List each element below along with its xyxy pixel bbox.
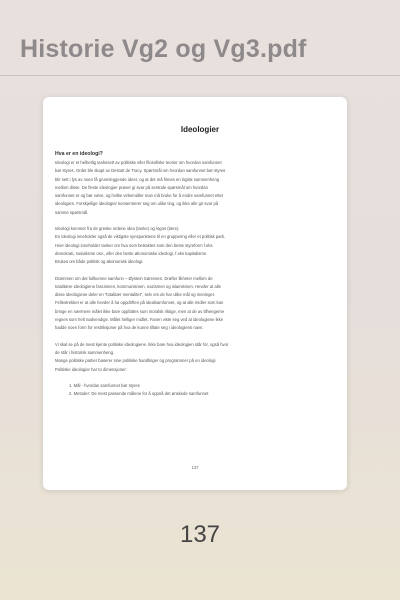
section-heading: Hva er en ideologi? xyxy=(55,151,103,157)
paragraph-line: Vi skal se på de mest kjente politiske ideologiene. Ikke bare hva ideologien står for, også hvor xyxy=(55,341,229,347)
paragraph-line: totalitære ideologiene fascismen, kommunismen, nazismen og islamismen. Hevder at alle xyxy=(55,283,221,289)
page-paragraph xyxy=(55,225,335,266)
paragraph-line: hadde noen form for restriksjoner på hva de kunne tillate seg i ideologiens navn. xyxy=(55,325,204,331)
paragraph-line: regnes som helt nødvendige. Målet helliger midlet. Fanen viste seg ved at ideologiene ikke xyxy=(55,317,224,323)
paragraph-line: En ideologi inneholder også de viktigste synspunktene til en gruppering eller et politisk parti. xyxy=(55,234,226,240)
paragraph-line: Brukes om både politisk og økonomisk ideologi. xyxy=(55,259,144,265)
document-title: Historie Vg2 og Vg3.pdf xyxy=(20,35,307,63)
page-paragraph xyxy=(55,341,335,374)
page-content xyxy=(55,125,335,398)
page-paragraphs xyxy=(55,159,335,374)
page-number-indicator: 137 xyxy=(179,521,221,548)
paragraph-line: Ideologi kommer fra de greske ordene idea (tanke) og logos (lære). xyxy=(55,226,180,232)
page-list xyxy=(55,382,335,399)
paragraph-line: Ideologi er et helhetlig tankesett av politiske eller filosofiske teorier om hvordan samfunnet xyxy=(55,160,222,165)
paragraph-line: bør styres. Ordet ble skapt av Destutt de Tracy. Spørsmål om hvordan samfunnet bør styres xyxy=(55,168,226,174)
paragraph-line: ideologien. Forskjellige ideologier konsentrerer seg om ulike ting, og ikke alle gir svar på xyxy=(55,201,219,207)
paragraph-line: mellom disse. De fleste ideologier prøver gi svar på sentrale spørsmål om hvordan xyxy=(55,184,208,190)
list-item: 1. Mål - hvordan samfunnet bør styres xyxy=(69,382,140,388)
paragraph-line: samme spørsmål. xyxy=(55,209,89,215)
paragraph-line: Hver ideologi inneholder tanker om hva som betraktes som den beste styreform f.eks xyxy=(55,242,213,248)
paragraph-line: samfunnet er og bør være, og hvilke virkemidler man må bruke for å endre samfunnet etter xyxy=(55,193,224,199)
paragraph-line: Mange politiske partier baserer sine politiske handlinger og programmer på en ideologi. xyxy=(55,358,217,364)
page-paragraph xyxy=(55,159,335,217)
paragraph-line: de står i historisk sammenheng. xyxy=(55,349,115,355)
page-footer-number: 137 xyxy=(191,465,199,470)
document-header xyxy=(0,0,400,76)
paragraph-line: Politiske ideologier har to dimensjoner: xyxy=(55,366,127,372)
paragraph-line: bringe en nærmere målet ikke bare oppfattes som moralsk riktige, men at de av tilhengerne xyxy=(55,308,225,314)
pdf-page-thumbnail[interactable] xyxy=(43,97,347,490)
paragraph-line: disse ideologiene deler en "totalitær mentalitet", selv om de har ulike mål og meninger. xyxy=(55,292,216,298)
paragraph-line: Drømmen om det fullkomne samfunn – Øystein Sørensen. Drøfter likheter mellom de xyxy=(55,275,213,281)
paragraph-line: Fellestrekket er at alle hevder å ha oppdriften på idealsamfunnet, og at alle midler som kan xyxy=(55,300,224,306)
list-item: 2. Metoder: De mest passende målene for å oppnå det ønskede samfunnet xyxy=(69,391,209,397)
paragraph-line: blir sett i lys av noen få grunnleggende ideer, og at det må finnes en logisk sammenheng xyxy=(55,176,220,182)
page-heading: Ideologier xyxy=(180,125,220,134)
page-paragraph xyxy=(55,275,335,333)
paragraph-line: demokrati, sosialisme osv., eller den beste økonomiske ideologi, f.eks kapitalisme. xyxy=(55,250,208,256)
